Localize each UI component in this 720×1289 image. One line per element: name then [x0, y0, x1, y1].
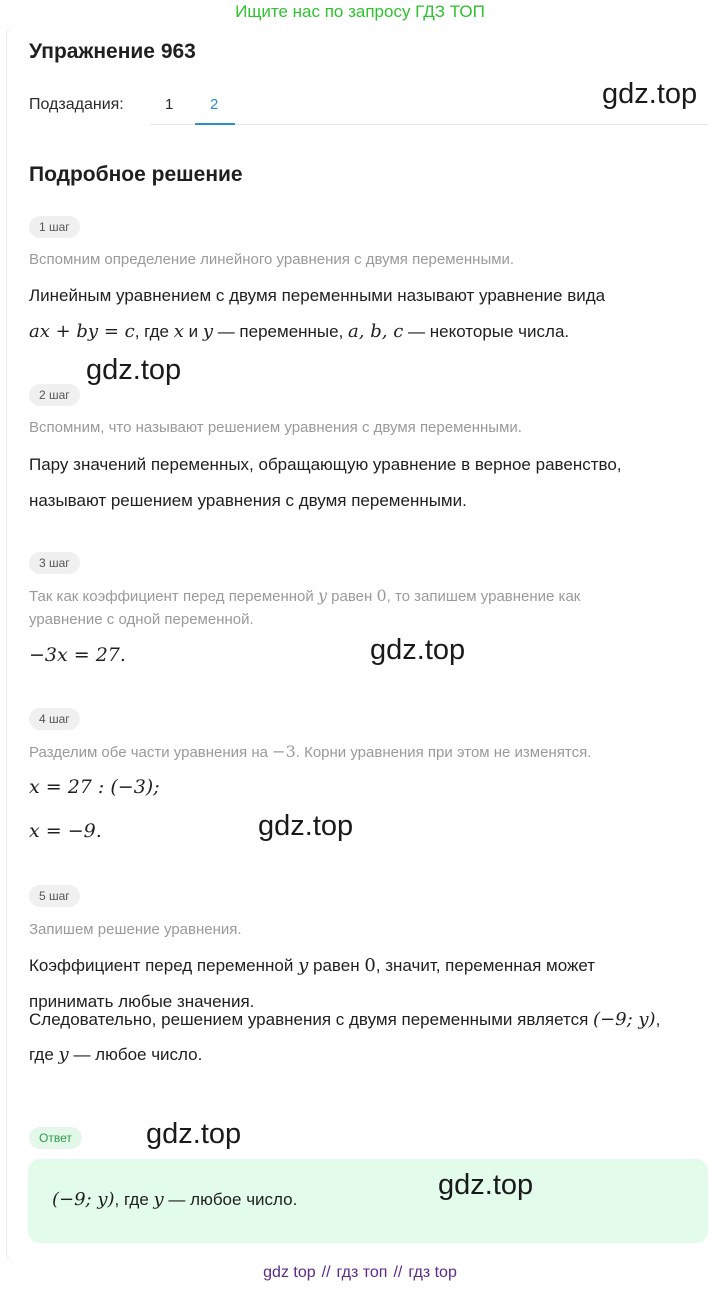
- step-5-paragraph-1-line-1: [29, 954, 595, 978]
- text-fragment: равен: [308, 956, 365, 975]
- watermark: gdz.top: [86, 354, 182, 386]
- watermark: gdz.top: [602, 78, 698, 110]
- step-2-line-2: называют решением уравнения с двумя переменными.: [29, 491, 467, 510]
- answer-badge: Ответ: [29, 1127, 82, 1149]
- text-fragment: — некоторые числа.: [403, 322, 570, 341]
- text-fragment: , значит, переменная может: [375, 956, 596, 975]
- math-var-y: y: [58, 1044, 69, 1065]
- step-5-hint: Запишем решение уравнения.: [29, 921, 242, 938]
- watermark: gdz.top: [438, 1169, 534, 1201]
- text-fragment: , где: [114, 1190, 154, 1209]
- step-2-line-1: Пару значений переменных, обращающую уравнение в верное равенство,: [29, 455, 622, 474]
- step-badge-1: 1 шаг: [29, 216, 80, 238]
- answer-box: [28, 1159, 708, 1243]
- math-zero: 0: [376, 586, 387, 605]
- step-3-equation: −3x = 27.: [29, 644, 126, 666]
- text-fragment: — любое число.: [68, 1045, 203, 1064]
- step-badge-5: 5 шаг: [29, 885, 80, 907]
- step-5-paragraph-1-line-2: принимать любые значения.: [29, 992, 255, 1011]
- step-2-hint: Вспомним, что называют решением уравнения с двумя переменными.: [29, 419, 522, 436]
- watermark: gdz.top: [370, 634, 466, 666]
- step-badge-2: 2 шаг: [29, 384, 80, 406]
- step-badge-4: 4 шаг: [29, 708, 80, 730]
- math-solution: (−9; y): [593, 1009, 656, 1030]
- text-fragment: Разделим обе части уравнения на: [29, 744, 273, 761]
- footer-link-gdz-top-mixed[interactable]: гдз top: [408, 1264, 457, 1281]
- step-3-hint-line-2: уравнение с одной переменной.: [29, 611, 254, 628]
- math-divisor: −3: [272, 742, 296, 761]
- footer-link-gdz-top-ru[interactable]: гдз топ: [336, 1264, 388, 1281]
- text-fragment: , где: [134, 322, 174, 341]
- step-3-hint-line-1: [29, 584, 580, 609]
- text-fragment: Коэффициент перед переменной: [29, 956, 299, 975]
- step-4-equation-1: x = 27 : (−3);: [29, 776, 160, 798]
- footer-link-gdz-top[interactable]: gdz top: [263, 1264, 316, 1281]
- watermark: gdz.top: [258, 810, 354, 842]
- step-badge-3: 3 шаг: [29, 552, 80, 574]
- text-fragment: где: [29, 1045, 59, 1064]
- math-var-y: y: [153, 1189, 164, 1210]
- step-4-hint: [29, 740, 591, 765]
- text-fragment: Следовательно, решением уравнения с двумя переменными является: [29, 1010, 594, 1029]
- math-solution: (−9; y): [52, 1189, 115, 1210]
- math-var-y: y: [202, 321, 213, 342]
- subtask-tab-1[interactable]: 1: [165, 96, 174, 113]
- math-var-x: x: [173, 321, 184, 342]
- text-fragment: и: [183, 322, 203, 341]
- math-coefficients: a, b, c: [348, 321, 404, 342]
- active-tab-indicator: [195, 123, 235, 125]
- math-var-y: y: [317, 586, 327, 605]
- text-fragment: Так как коэффициент перед переменной: [29, 588, 318, 605]
- step-4-equation-2: x = −9.: [29, 820, 102, 842]
- watermark: gdz.top: [146, 1118, 242, 1150]
- text-fragment: равен: [327, 588, 377, 605]
- text-fragment: . Корни уравнения при этом не изменятся.: [295, 744, 592, 761]
- text-fragment: ,: [655, 1010, 661, 1029]
- math-var-y: y: [298, 955, 309, 976]
- search-banner: Ищите нас по запросу ГДЗ ТОП: [235, 2, 485, 21]
- footer-links: [0, 1264, 720, 1282]
- step-1-line-1: Линейным уравнением с двумя переменными называют уравнение вида: [29, 286, 606, 305]
- subtask-tab-2[interactable]: 2: [210, 96, 219, 113]
- step-1-line-2: [29, 320, 569, 344]
- section-heading: Подробное решение: [29, 163, 243, 186]
- footer-separator: //: [321, 1264, 331, 1281]
- step-1-hint: Вспомним определение линейного уравнения с двумя переменными.: [29, 251, 515, 268]
- step-5-paragraph-2-line-1b: [29, 1008, 660, 1032]
- exercise-title: Упражнение 963: [29, 40, 196, 63]
- text-fragment: — переменные,: [212, 322, 349, 341]
- math-zero: 0: [364, 955, 376, 976]
- text-fragment: — любое число.: [163, 1190, 298, 1209]
- step-5-paragraph-2-line-2: [29, 1043, 202, 1067]
- answer-text: [52, 1189, 297, 1210]
- math-equation: ax + by = c: [29, 321, 135, 342]
- text-fragment: , то запишем уравнение как: [386, 588, 581, 605]
- footer-separator: //: [393, 1264, 403, 1281]
- subtasks-label: Подзадания:: [29, 96, 124, 113]
